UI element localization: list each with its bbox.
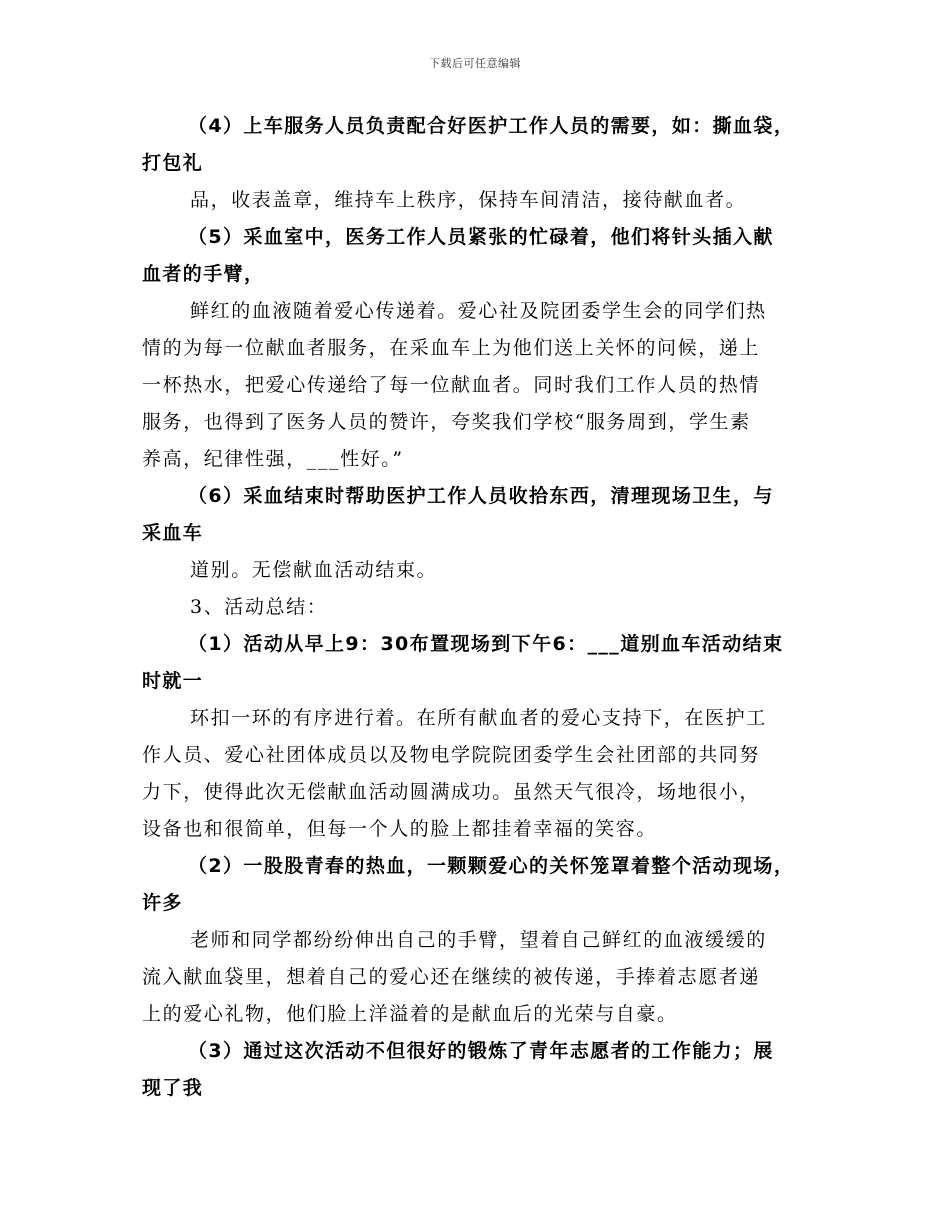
paragraph-line: 养高，纪律性强，___性好。” [142,448,404,470]
document-body [142,108,822,1107]
paragraph-line: 品，收表盖章，维持车上秩序，保持车间清洁，接待献血者。 [190,189,747,211]
paragraph-line: 上的爱心礼物，他们脸上洋溢着的是献血后的光荣与自豪。 [142,1003,678,1025]
heading-line: （4）上车服务人员负责配合好医护工作人员的需要，如：撕血袋， [188,115,795,137]
heading-line: （1）活动从早上9：30布置现场到下午6：___道别血车活动结束 [188,633,784,655]
paragraph-line: 设备也和很简单，但每一个人的脸上都挂着幸福的笑容。 [142,818,658,840]
paragraph-line: 作人员、爱心社团体成员以及物电学院院团委学生会社团部的共同努 [142,744,761,766]
paragraph-line: 道别。无偿献血活动结束。 [190,559,438,581]
paragraph-line: 情的为每一位献血者服务，在采血车上为他们送上关怀的问候，递上 [142,337,761,359]
heading-line: 血者的手臂， [142,263,265,285]
heading-line: 时就一 [142,670,204,692]
paragraph-line: 鲜红的血液随着爱心传递着。爱心社及院团委学生会的同学们热 [190,300,767,322]
heading-line: 许多 [142,892,183,914]
paragraph-line: 老师和同学都纷纷伸出自己的手臂，望着自己鲜红的血液缓缓的 [190,929,767,951]
heading-line: （2）一股股青春的热血，一颗颗爱心的关怀笼罩着整个活动现场， [188,855,795,877]
heading-line: （3）通过这次活动不但很好的锻炼了青年志愿者的工作能力；展 [188,1040,774,1062]
heading-line: 采血车 [142,522,204,544]
heading-line: （5）采血室中，医务工作人员紧张的忙碌着，他们将针头插入献 [188,226,774,248]
paragraph-line: 一杯热水，把爱心传递给了每一位献血者。同时我们工作人员的热情 [142,374,761,396]
paragraph-line: 3、活动总结： [190,596,328,618]
page-header: 下载后可任意编辑 [429,57,521,70]
paragraph-line: 力下，使得此次无偿献血活动圆满成功。虽然天气很冷，场地很小， [142,781,761,803]
heading-line: 现了我 [142,1077,204,1099]
heading-line: （6）采血结束时帮助医护工作人员收拾东西，清理现场卫生，与 [188,485,774,507]
heading-line: 打包礼 [142,152,204,174]
paragraph-line: 环扣一环的有序进行着。在所有献血者的爱心支持下，在医护工 [190,707,767,729]
paragraph-line: 流入献血袋里，想着自己的爱心还在继续的被传递，手捧着志愿者递 [142,966,761,988]
paragraph-line: 服务，也得到了医务人员的赞许，夸奖我们学校“服务周到，学生素 [142,411,751,433]
